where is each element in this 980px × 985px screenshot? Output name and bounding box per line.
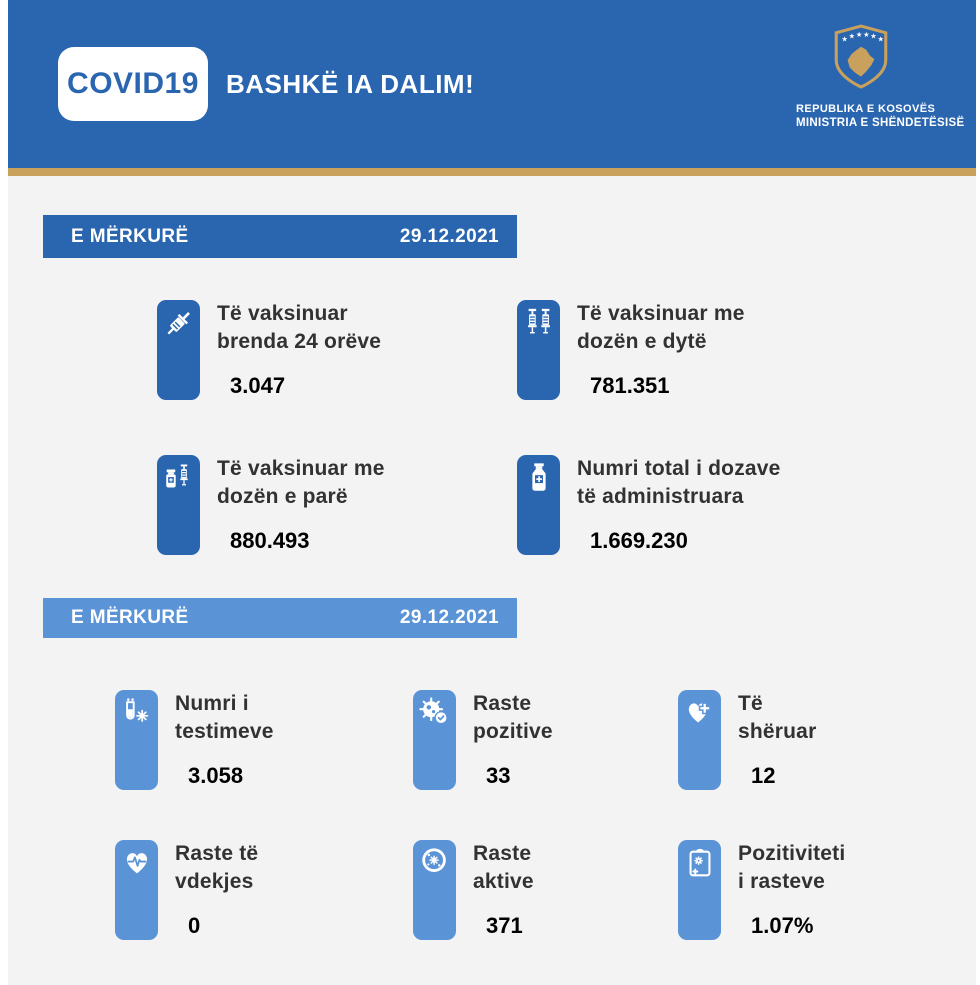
stat-label: Numri total i dozave të administruara [577,457,781,508]
petri-virus-icon [413,840,456,940]
gov-line2: MINISTRIA E SHËNDETËSISË [796,117,965,129]
banner-date: 29.12.2021 [399,225,499,247]
virus-check-icon [413,690,456,790]
banner-date: 29.12.2021 [399,607,499,628]
stat-value: 781.351 [590,373,670,398]
stat-value: 0 [188,913,201,938]
syringe-diagonal-icon [157,300,200,400]
stat-value: 3.047 [230,373,286,398]
stat-card-total-doses [517,455,877,555]
stat-label: Raste të vdekjes [175,842,259,893]
double-syringe-icon [517,300,560,400]
gold-divider [8,168,976,176]
vaccine-bottle-icon [517,455,560,555]
test-tube-virus-icon [115,690,158,790]
stat-label: Numri i testimeve [175,692,274,743]
svg-text:★: ★ [848,31,856,41]
stat-card-deaths [115,840,413,940]
svg-text:★: ★ [855,29,863,39]
vaccination-stats-grid [157,300,976,555]
svg-text:★: ★ [841,34,848,44]
stat-card-second-dose [517,300,877,400]
stat-value: 1.07% [751,913,814,938]
covid19-badge [58,47,208,121]
kosovo-emblem [796,24,965,129]
stat-label: Të vaksinuar brenda 24 orëve [217,302,382,353]
gov-line1: REPUBLIKA E KOSOVËS [796,103,936,115]
svg-text:★: ★ [870,31,877,41]
stat-card-first-dose [157,455,517,555]
stat-value: 371 [486,913,523,938]
slogan-text: BASHKË IA DALIM! [226,68,475,99]
stat-label: Raste pozitive [473,692,553,743]
stat-label: Të vaksinuar me dozën e parë [217,457,385,508]
header [8,0,976,168]
covid19-badge-label: COVID19 [67,67,199,100]
heart-pulse-icon [115,840,158,940]
stat-card-positivity [678,840,976,940]
banner-day-label: E MËRKURË [71,607,189,628]
stat-value: 33 [486,763,511,788]
stat-card-recovered [678,690,976,790]
stat-label: Pozitiviteti i rasteve [738,842,846,893]
stat-card-vaccinated-24h [157,300,517,400]
vaccination-banner [43,215,517,258]
svg-text:★: ★ [877,34,884,44]
banner-day-label: E MËRKURË [71,225,189,247]
cases-stats-grid [115,690,976,940]
vial-syringe-icon [157,455,200,555]
infographic-page [8,0,976,985]
stat-label: Të shëruar [738,692,817,743]
stat-label: Të vaksinuar me dozën e dytë [577,302,745,353]
stat-value: 1.669.230 [590,528,688,553]
stat-card-tests [115,690,413,790]
stat-label: Raste aktive [473,842,534,893]
stat-card-positive [413,690,678,790]
heart-plus-icon [678,690,721,790]
stat-card-active [413,840,678,940]
svg-text:★: ★ [863,29,870,39]
clipboard-virus-icon [678,840,721,940]
stat-value: 3.058 [188,763,244,788]
cases-banner [43,598,517,638]
kosovo-shield-icon [830,29,892,94]
stat-value: 880.493 [230,528,310,553]
stat-value: 12 [751,763,776,788]
